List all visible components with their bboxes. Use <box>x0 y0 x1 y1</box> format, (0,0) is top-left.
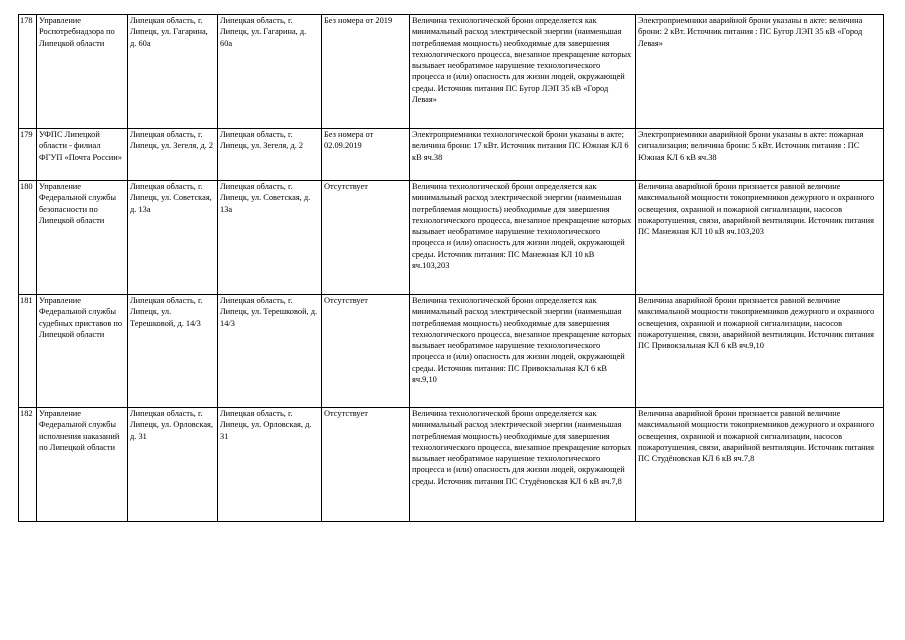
act-cell: Без номера от 2019 <box>322 15 410 129</box>
tech-reserve-cell: Величина технологической брони определяется как минимальный расход электрической энергии (наименьшая потребляемая мощность) необходимые для завершения технологического процесса, внезапное прекращение которых вызывает необратимое нарушение технологического процесса и (или) опасность для жизни людей, окружающей среды. Источник питания: ПС Привокзальная КЛ 6 кВ яч.9,10 <box>410 295 636 408</box>
actual-address-cell: Липецкая область, г. Липецк, ул. Зегеля, д. 2 <box>218 129 322 181</box>
act-cell: Отсутствует <box>322 181 410 295</box>
legal-address-cell: Липецкая область, г. Липецк, ул. Терешковой, д. 14/3 <box>128 295 218 408</box>
reserve-table <box>18 14 884 522</box>
organization-cell: Управление Федеральной службы судебных приставов по Липецкой области <box>37 295 128 408</box>
organization-cell: УФПС Липецкой области - филиал ФГУП «Почта России» <box>37 129 128 181</box>
table-row <box>19 15 884 129</box>
row-number: 180 <box>19 181 37 295</box>
organization-cell: Управление Роспотребнадзора по Липецкой области <box>37 15 128 129</box>
legal-address-cell: Липецкая область, г. Липецк, ул. Советская, д. 13а <box>128 181 218 295</box>
emergency-reserve-cell: Величина аварийной брони признается равной величине максимальной мощности токоприемников дежурного и охранного освещения, охранной и пожарной сигнализации, насосов пожаротушения, связи, аварийной вентиляции. Источник питания ПС Манежная КЛ 10 кВ яч.103,203 <box>636 181 884 295</box>
emergency-reserve-cell: Величина аварийной брони признается равной величине максимальной мощности токоприемников дежурного и охранного освещения, охранной и пожарной сигнализации, насосов пожаротушения, связи, аварийной вентиляции. Источник питания ПС Студёновская КЛ 6 кВ яч.7,8 <box>636 408 884 522</box>
tech-reserve-cell: Величина технологической брони определяется как минимальный расход электрической энергии (наименьшая потребляемая мощность) необходимые для завершения технологического процесса, внезапное прекращение которых вызывает необратимое нарушение технологического процесса и (или) опасность для жизни людей, окружающей среды. Источник питания ПС Студёновская КЛ 6 кВ яч.7,8 <box>410 408 636 522</box>
table-row <box>19 408 884 522</box>
act-cell: Без номера от 02.09.2019 <box>322 129 410 181</box>
emergency-reserve-cell: Величина аварийной брони признается равной величине максимальной мощности токоприемников дежурного и охранного освещения, охранной и пожарной сигнализации, насосов пожаротушения, связи, аварийной вентиляции. Источник питания ПС Привокзальная КЛ 6 кВ яч.9,10 <box>636 295 884 408</box>
tech-reserve-cell: Величина технологической брони определяется как минимальный расход электрической энергии (наименьшая потребляемая мощность) необходимые для завершения технологического процесса, внезапное прекращение которых вызывает необратимое нарушение технологического процесса и (или) опасность для жизни людей, окружающей среды. Источник питания: ПС Манежная КЛ 10 кВ яч.103,203 <box>410 181 636 295</box>
emergency-reserve-cell: Электроприемники аварийной брони указаны в акте: величина брони: 2 кВт. Источник питания : ПС Бугор ЛЭП 35 кВ «Город Левая» <box>636 15 884 129</box>
table-row <box>19 181 884 295</box>
act-cell: Отсутствует <box>322 295 410 408</box>
actual-address-cell: Липецкая область, г. Липецк, ул. Гагарина, д. 60а <box>218 15 322 129</box>
table-row <box>19 295 884 408</box>
legal-address-cell: Липецкая область, г. Липецк, ул. Орловская, д. 31 <box>128 408 218 522</box>
actual-address-cell: Липецкая область, г. Липецк, ул. Терешковой, д. 14/3 <box>218 295 322 408</box>
table-row <box>19 129 884 181</box>
act-cell: Отсутствует <box>322 408 410 522</box>
tech-reserve-cell: Величина технологической брони определяется как минимальный расход электрической энергии (наименьшая потребляемая мощность) необходимые для завершения технологического процесса, внезапное прекращение которых вызывает необратимое нарушение технологического процесса и (или) опасность для жизни людей, окружающей среды. Источник питания ПС Бугор ЛЭП 35 кВ «Город Левая» <box>410 15 636 129</box>
row-number: 182 <box>19 408 37 522</box>
legal-address-cell: Липецкая область, г. Липецк, ул. Зегеля, д. 2 <box>128 129 218 181</box>
organization-cell: Управление Федеральной службы безопасности по Липецкой области <box>37 181 128 295</box>
organization-cell: Управление Федеральной службы исполнения наказаний по Липецкой области <box>37 408 128 522</box>
legal-address-cell: Липецкая область, г. Липецк, ул. Гагарина, д. 60а <box>128 15 218 129</box>
row-number: 181 <box>19 295 37 408</box>
tech-reserve-cell: Электроприемники технологической брони указаны в акте; величина брони: 17 кВт. Источник питания ПС Южная КЛ 6 кВ яч.38 <box>410 129 636 181</box>
actual-address-cell: Липецкая область, г. Липецк, ул. Орловская, д. 31 <box>218 408 322 522</box>
row-number: 178 <box>19 15 37 129</box>
emergency-reserve-cell: Электроприемники аварийной брони указаны в акте: пожарная сигнализация; величина брони: 5 кВт. Источник питания : ПС Южная КЛ 6 кВ яч.38 <box>636 129 884 181</box>
actual-address-cell: Липецкая область, г. Липецк, ул. Советская, д. 13а <box>218 181 322 295</box>
row-number: 179 <box>19 129 37 181</box>
